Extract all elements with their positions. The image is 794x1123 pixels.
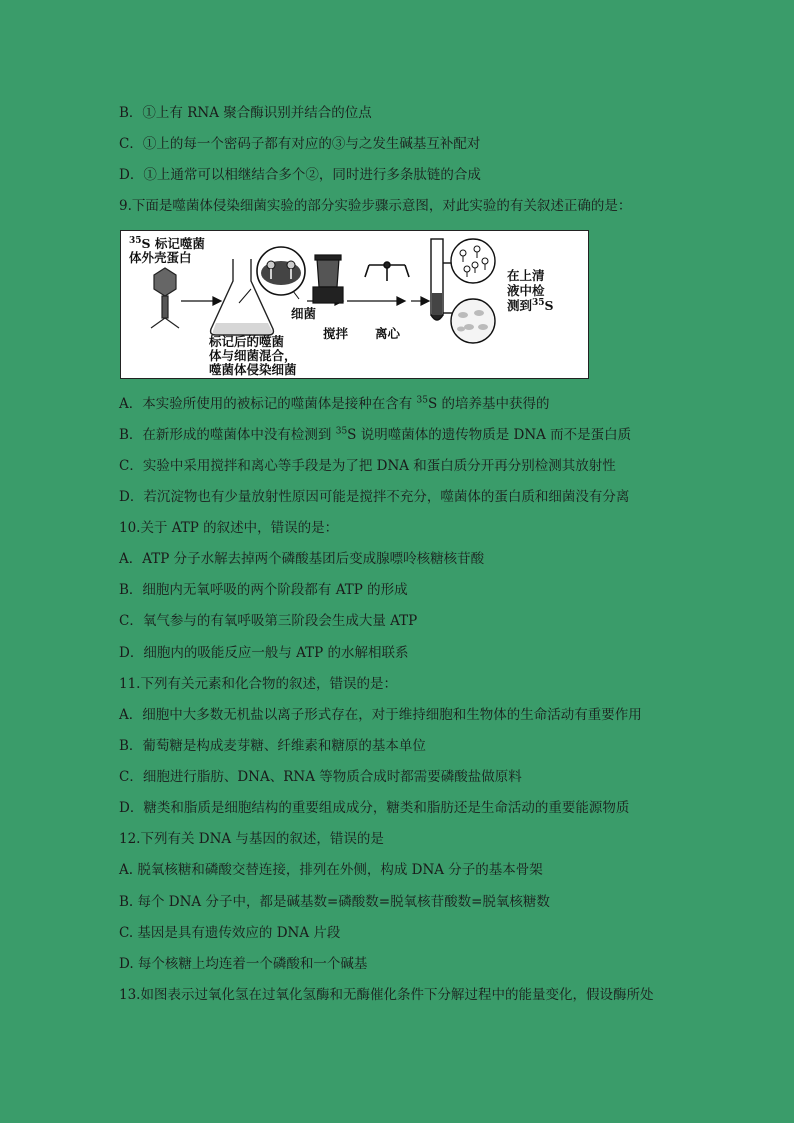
option-a-line: A．ATP 分子水解去掉两个磷酸基团后变成腺嘌呤核糖核苷酸	[119, 551, 485, 567]
option-c-line: C．氧气参与的有氧呼吸第三阶段会生成大量 ATP	[119, 613, 418, 629]
option-b-line: B．①上有 RNA 聚合酶识别并结合的位点	[119, 105, 372, 121]
blender-icon	[313, 255, 343, 303]
supernatant-circle-icon	[451, 239, 495, 283]
option-d-line: D. 每个核糖上均连着一个磷酸和一个碱基	[119, 956, 368, 972]
arrow-icon	[181, 297, 221, 305]
option-d-line: D．糖类和脂质是细胞结构的重要组成成分，糖类和脂肪还是生命活动的重要能源物质	[119, 800, 630, 816]
sediment-circle-icon	[451, 299, 495, 343]
label-result-3: 测到$^{35}$S	[507, 297, 554, 313]
phage-experiment-figure	[120, 230, 589, 379]
label-result-1: 在上清	[507, 268, 545, 283]
label-centrifuge: 离心	[375, 326, 401, 341]
label-result-2: 液中检	[507, 283, 545, 298]
test-tube-icon	[431, 239, 455, 320]
phage-icon	[151, 268, 179, 328]
label-mix-1: 标记后的噬菌	[209, 334, 285, 349]
option-b-line: B．葡萄糖是构成麦芽糖、纤维素和糖原的基本单位	[119, 738, 426, 754]
option-a-line: A．本实验所使用的被标记的噬菌体是接种在含有 $^{35}$S 的培养基中获得的	[119, 395, 550, 412]
option-b-line: B．细胞内无氧呼吸的两个阶段都有 ATP 的形成	[119, 582, 408, 598]
centrifuge-icon	[365, 262, 409, 281]
option-d-line: D．①上通常可以相继结合多个②，同时进行多条肽链的合成	[119, 167, 481, 183]
question-10-stem: 10.关于 ATP 的叙述中，错误的是：	[119, 520, 339, 536]
option-c-line: C. 基因是具有遗传效应的 DNA 片段	[119, 925, 341, 941]
option-b-line: B. 每个 DNA 分子中，都是碱基数=磷酸数=脱氧核苷酸数=脱氧核糖数	[119, 894, 550, 910]
option-c-line: C．①上的每一个密码子都有对应的③与之发生碱基互补配对	[119, 136, 481, 152]
option-b-line: B．在新形成的噬菌体中没有检测到 $^{35}$S 说明噬菌体的遗传物质是 DNA 而不是蛋白质	[119, 426, 632, 443]
arrow-icon	[347, 297, 405, 305]
label-mix-2: 体与细菌混合，	[209, 348, 297, 363]
question-11-stem: 11.下列有关元素和化合物的叙述，错误的是：	[119, 676, 397, 692]
label-marked-phage: $^{35}$S 标记噬菌	[129, 235, 205, 251]
label-marked-phage-2: 体外壳蛋白	[129, 250, 192, 265]
option-c-line: C．细胞进行脂肪、DNA、RNA 等物质合成时都需要磷酸盐做原料	[119, 769, 522, 785]
option-d-line: D．细胞内的吸能反应一般与 ATP 的水解相联系	[119, 645, 409, 661]
label-stir: 搅拌	[323, 326, 349, 341]
label-mix-3: 噬菌体侵染细菌	[209, 362, 297, 377]
option-c-line: C．实验中采用搅拌和离心等手段是为了把 DNA 和蛋白质分开再分别检测其放射性	[119, 458, 616, 474]
arrow-icon	[411, 297, 429, 305]
option-a-line: A. 脱氧核糖和磷酸交替连接，排列在外侧，构成 DNA 分子的基本骨架	[119, 862, 543, 878]
label-bacteria: 细菌	[291, 306, 317, 321]
question-9-stem: 9.下面是噬菌体侵染细菌实验的部分实验步骤示意图，对此实验的有关叙述正确的是：	[119, 198, 632, 214]
magnified-bacterium-icon	[239, 247, 305, 303]
option-d-line: D．若沉淀物也有少量放射性原因可能是搅拌不充分，噬菌体的蛋白质和细菌没有分离	[119, 489, 630, 505]
option-a-line: A．细胞中大多数无机盐以离子形式存在，对于维持细胞和生物体的生命活动有重要作用	[119, 707, 642, 723]
question-12-stem: 12.下列有关 DNA 与基因的叙述，错误的是	[119, 831, 384, 847]
question-13-stem: 13.如图表示过氧化氢在过氧化氢酶和无酶催化条件下分解过程中的能量变化，假设酶所处	[119, 987, 654, 1003]
